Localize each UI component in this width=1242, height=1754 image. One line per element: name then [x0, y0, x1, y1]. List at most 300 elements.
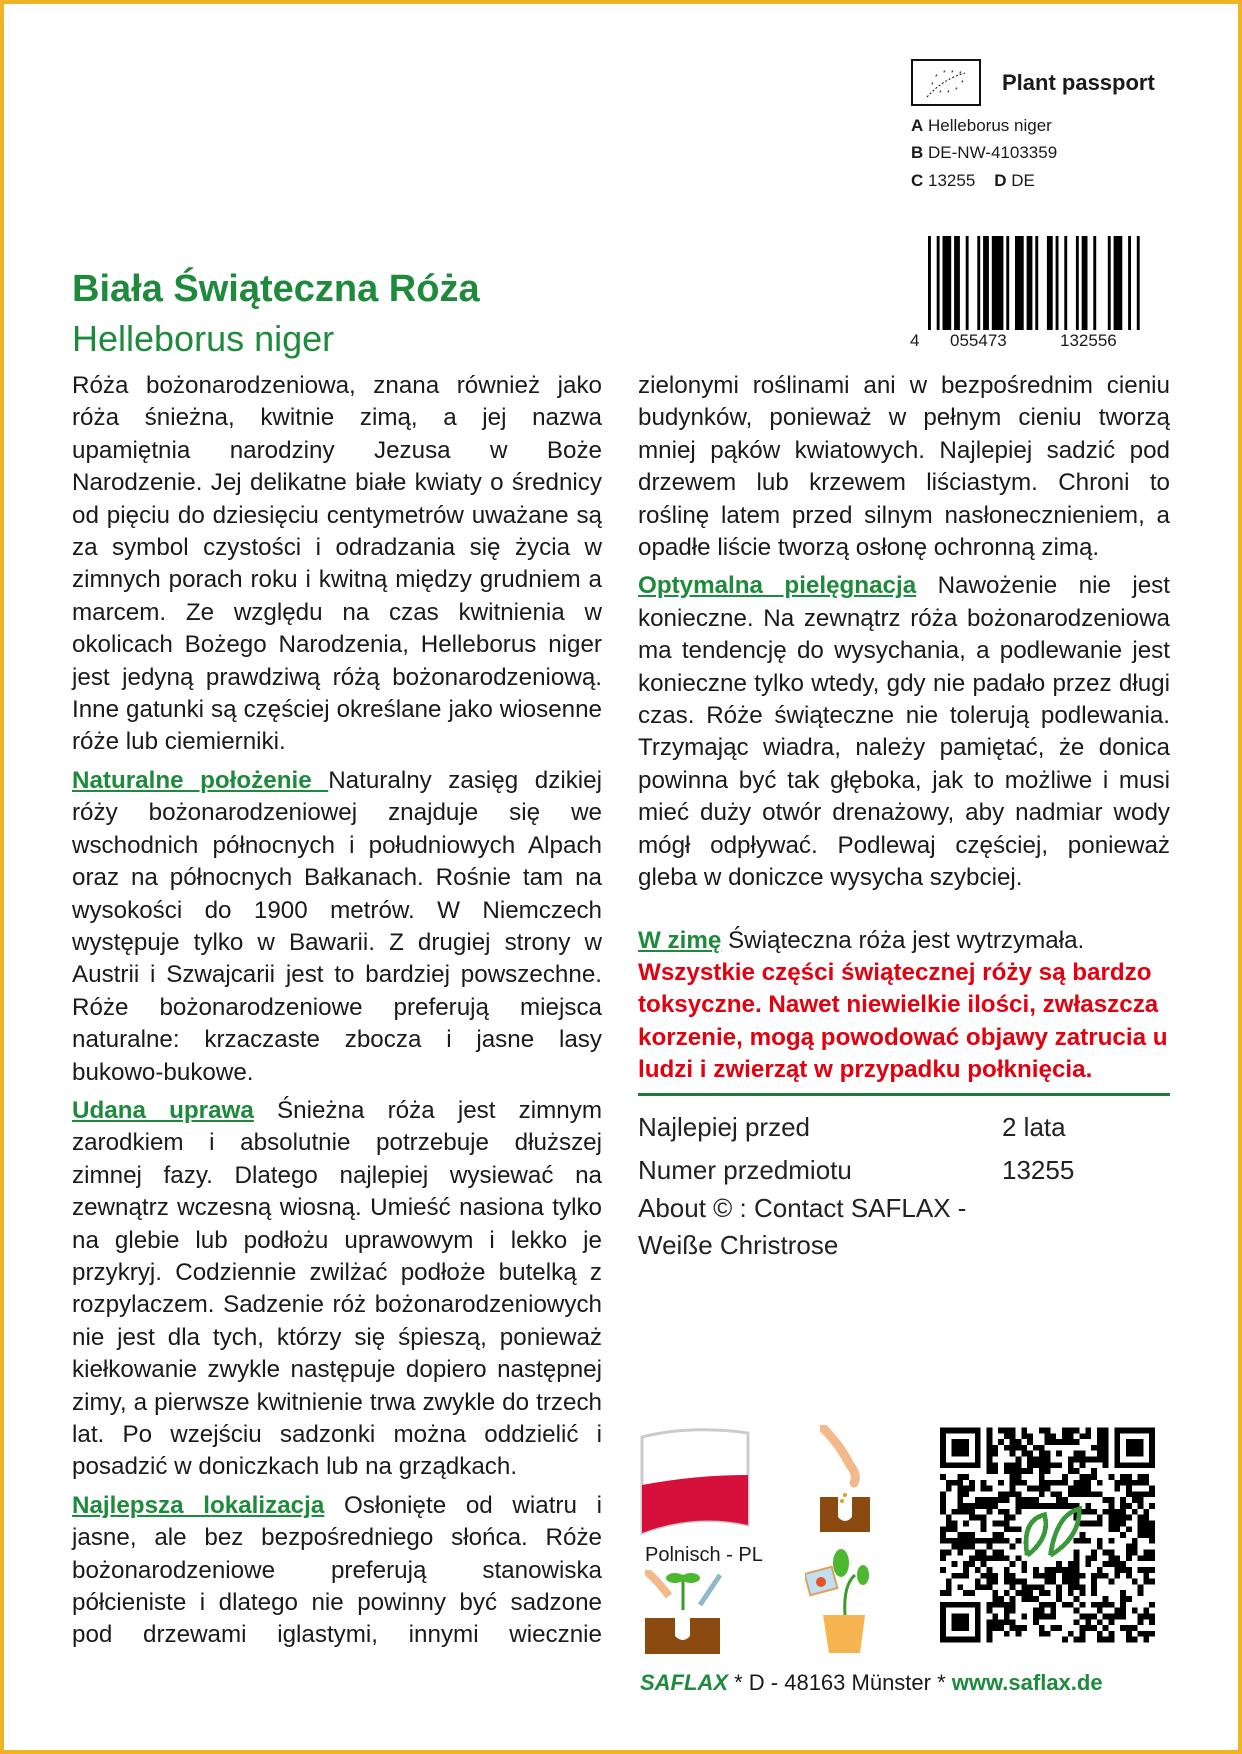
qr-module	[1126, 1544, 1132, 1550]
qr-module	[1138, 1515, 1144, 1521]
qr-module	[1004, 1433, 1010, 1439]
qr-module	[1010, 1445, 1016, 1451]
qr-module	[969, 1544, 975, 1550]
qr-module	[1074, 1491, 1080, 1497]
qr-module	[1126, 1567, 1132, 1573]
qr-module	[1079, 1532, 1085, 1538]
qr-module	[1143, 1567, 1149, 1573]
qr-module	[1039, 1613, 1045, 1619]
qr-module	[952, 1538, 958, 1544]
qr-module	[1004, 1462, 1010, 1468]
qr-module	[1149, 1550, 1155, 1556]
qr-module	[952, 1637, 958, 1643]
qr-module	[940, 1445, 946, 1451]
about-product-name: Weiße Christrose	[638, 1230, 839, 1260]
qr-module	[1103, 1550, 1109, 1556]
qr-module	[1091, 1509, 1097, 1515]
qr-module	[1103, 1433, 1109, 1439]
qr-module	[1097, 1631, 1103, 1637]
qr-module	[1079, 1433, 1085, 1439]
qr-module	[1050, 1480, 1056, 1486]
qr-module	[1103, 1451, 1109, 1457]
qr-module	[1103, 1602, 1109, 1608]
svg-text:*: *	[955, 87, 958, 94]
qr-module	[1079, 1590, 1085, 1596]
qr-module	[1068, 1573, 1074, 1579]
qr-module	[981, 1555, 987, 1561]
qr-module	[1050, 1625, 1056, 1631]
qr-module	[986, 1555, 992, 1561]
qr-module	[1021, 1590, 1027, 1596]
qr-module	[969, 1538, 975, 1544]
qr-module	[1109, 1550, 1115, 1556]
qr-module	[1085, 1613, 1091, 1619]
qr-module	[1138, 1503, 1144, 1509]
qr-module	[1045, 1439, 1051, 1445]
qr-module	[1045, 1631, 1051, 1637]
qr-module	[1016, 1491, 1022, 1497]
qr-module	[963, 1462, 969, 1468]
qr-module	[1039, 1457, 1045, 1463]
barcode-bar	[1035, 236, 1038, 330]
qr-module	[1097, 1544, 1103, 1550]
qr-module	[1062, 1579, 1068, 1585]
qr-module	[946, 1462, 952, 1468]
qr-module	[1027, 1590, 1033, 1596]
qr-module	[1138, 1520, 1144, 1526]
qr-module	[940, 1497, 946, 1503]
qr-module	[1143, 1462, 1149, 1468]
qr-module	[1085, 1619, 1091, 1625]
qr-module	[1149, 1631, 1155, 1637]
qr-module	[1138, 1428, 1144, 1434]
qr-module	[1033, 1613, 1039, 1619]
barcode-digits-2: 055473	[950, 331, 1007, 350]
qr-module	[1004, 1520, 1010, 1526]
barcode-bar	[928, 236, 931, 330]
qr-module	[957, 1497, 963, 1503]
qr-module	[1103, 1445, 1109, 1451]
qr-module	[1149, 1619, 1155, 1625]
qr-module	[1021, 1503, 1027, 1509]
barcode-bar	[1015, 236, 1024, 330]
qr-module	[992, 1503, 998, 1509]
qr-module	[1114, 1613, 1120, 1619]
qr-module	[1050, 1503, 1056, 1509]
qr-module	[1085, 1509, 1091, 1515]
qr-module	[969, 1637, 975, 1643]
qr-module	[1033, 1573, 1039, 1579]
qr-module	[975, 1538, 981, 1544]
qr-module	[981, 1497, 987, 1503]
qr-module	[1068, 1579, 1074, 1585]
qr-module	[1068, 1457, 1074, 1463]
qr-module	[1120, 1515, 1126, 1521]
qr-module	[1132, 1544, 1138, 1550]
qr-module	[1004, 1579, 1010, 1585]
qr-module	[1016, 1474, 1022, 1480]
qr-module	[1109, 1515, 1115, 1521]
qr-module	[975, 1515, 981, 1521]
qr-module	[1056, 1491, 1062, 1497]
qr-module	[1045, 1451, 1051, 1457]
potted-plant-icon	[805, 1545, 875, 1655]
qr-module	[1091, 1468, 1097, 1474]
qr-module	[1021, 1579, 1027, 1585]
eu-organic-leaf-logo	[911, 59, 981, 106]
qr-module	[1068, 1491, 1074, 1497]
qr-module	[1021, 1561, 1027, 1567]
qr-module	[998, 1520, 1004, 1526]
qr-module	[1143, 1526, 1149, 1532]
qr-module	[986, 1637, 992, 1643]
qr-module	[1103, 1573, 1109, 1579]
qr-module	[1039, 1468, 1045, 1474]
qr-module	[1097, 1480, 1103, 1486]
qr-module	[1079, 1486, 1085, 1492]
qr-module	[1138, 1567, 1144, 1573]
qr-module	[963, 1590, 969, 1596]
qr-module	[1109, 1619, 1115, 1625]
qr-module	[986, 1625, 992, 1631]
qr-module	[986, 1538, 992, 1544]
qr-module	[963, 1561, 969, 1567]
qr-module	[1103, 1509, 1109, 1515]
care-paragraph: Optymalna pielęgnacja Nawożenie nie jest konieczne. Na zewnątrz róża bożonarodzeniowa ma tendencję do wysychania, a podlewanie jest konieczne tylko wtedy, gdy nie padało przez długi czas. Róże świąteczne nie tolerują podlewania. Trzymając wiadra, należy pamiętać, że donica powinna być tak głęboka, jak to możliwe i musi mieć duży otwór drenażowy, aby nadmiar wody mógł odpływać. Podlewaj częściej, ponieważ gleba w doniczce wysycha szybciej.	[638, 572, 1170, 892]
qr-module	[1074, 1486, 1080, 1492]
qr-module	[1039, 1451, 1045, 1457]
qr-module	[992, 1445, 998, 1451]
qr-module	[1097, 1515, 1103, 1521]
qr-module	[1126, 1550, 1132, 1556]
qr-module	[963, 1445, 969, 1451]
qr-module	[1079, 1462, 1085, 1468]
qr-module	[1010, 1619, 1016, 1625]
product-title: Biała Świąteczna Róża	[72, 268, 480, 310]
qr-module	[963, 1451, 969, 1457]
qr-module	[1068, 1433, 1074, 1439]
qr-module	[1074, 1584, 1080, 1590]
qr-module	[1149, 1457, 1155, 1463]
qr-module	[1126, 1625, 1132, 1631]
qr-module	[1079, 1613, 1085, 1619]
qr-module	[1039, 1602, 1045, 1608]
qr-module	[1027, 1439, 1033, 1445]
qr-module	[1050, 1462, 1056, 1468]
qr-module	[1045, 1433, 1051, 1439]
qr-module	[986, 1509, 992, 1515]
qr-module	[1149, 1433, 1155, 1439]
qr-module	[1120, 1567, 1126, 1573]
qr-module	[1021, 1480, 1027, 1486]
qr-module	[952, 1625, 958, 1631]
qr-module	[946, 1590, 952, 1596]
qr-module	[1010, 1625, 1016, 1631]
qr-module	[1039, 1625, 1045, 1631]
barcode-bar	[1093, 236, 1096, 330]
qr-module	[1074, 1468, 1080, 1474]
qr-module	[1091, 1550, 1097, 1556]
qr-module	[1109, 1526, 1115, 1532]
qr-module	[998, 1538, 1004, 1544]
qr-module	[1016, 1462, 1022, 1468]
qr-module	[992, 1573, 998, 1579]
qr-module	[1091, 1579, 1097, 1585]
qr-module	[1045, 1457, 1051, 1463]
footer: SAFLAX * D - 48163 Münster * www.saflax.de	[640, 1670, 1103, 1695]
qr-module	[1074, 1619, 1080, 1625]
qr-module	[1056, 1497, 1062, 1503]
qr-module	[1079, 1602, 1085, 1608]
qr-module	[986, 1608, 992, 1614]
svg-text:*: *	[951, 70, 954, 77]
qr-module	[1126, 1445, 1132, 1451]
qr-module	[1109, 1520, 1115, 1526]
qr-module	[1143, 1428, 1149, 1434]
qr-module	[975, 1613, 981, 1619]
qr-module	[946, 1550, 952, 1556]
qr-module	[1085, 1491, 1091, 1497]
qr-module	[940, 1555, 946, 1561]
qr-module	[1103, 1457, 1109, 1463]
passport-line-a: A Helleborus niger	[911, 116, 1052, 135]
qr-module	[1068, 1561, 1074, 1567]
qr-module	[1103, 1596, 1109, 1602]
language-label: Polnisch - PL	[645, 1544, 763, 1566]
qr-module	[986, 1428, 992, 1434]
qr-module	[940, 1625, 946, 1631]
qr-module	[963, 1532, 969, 1538]
qr-module	[998, 1439, 1004, 1445]
product-latin-name: Helleborus niger	[72, 318, 335, 359]
qr-module	[1138, 1462, 1144, 1468]
qr-code[interactable]	[940, 1425, 1155, 1645]
qr-module	[1126, 1480, 1132, 1486]
qr-module	[1010, 1515, 1016, 1521]
qr-module	[963, 1544, 969, 1550]
qr-module	[963, 1520, 969, 1526]
qr-module	[946, 1637, 952, 1643]
barcode-bar	[1082, 236, 1088, 330]
barcode-bar	[1076, 236, 1079, 330]
qr-module	[1138, 1584, 1144, 1590]
qr-module	[998, 1480, 1004, 1486]
barcode-bar	[954, 236, 960, 330]
qr-module	[998, 1619, 1004, 1625]
qr-module	[1120, 1520, 1126, 1526]
qr-module	[992, 1590, 998, 1596]
qr-module	[1143, 1520, 1149, 1526]
qr-module	[952, 1526, 958, 1532]
item-number-label: Numer przedmiotu	[638, 1155, 852, 1185]
toxicity-warning: Wszystkie części świątecznej róży są bardzo toksyczne. Nawet niewielkie ilości, zwłaszcza korzenie, mogą powodować objawy zatrucia u ludzi i zwierząt w przypadku połknięcia.	[638, 958, 1168, 1084]
qr-module	[1091, 1590, 1097, 1596]
qr-module	[1027, 1433, 1033, 1439]
qr-module	[1132, 1509, 1138, 1515]
qr-module	[1097, 1439, 1103, 1445]
qr-module	[1138, 1613, 1144, 1619]
qr-module	[1050, 1573, 1056, 1579]
qr-module	[963, 1637, 969, 1643]
qr-module	[946, 1584, 952, 1590]
qr-module	[1085, 1486, 1091, 1492]
qr-module	[1033, 1445, 1039, 1451]
qr-module	[1010, 1468, 1016, 1474]
qr-module	[1114, 1462, 1120, 1468]
qr-module	[1004, 1590, 1010, 1596]
qr-module	[1033, 1497, 1039, 1503]
qr-module	[1143, 1550, 1149, 1556]
qr-module	[1004, 1608, 1010, 1614]
qr-module	[1149, 1428, 1155, 1434]
qr-module	[952, 1602, 958, 1608]
qr-module	[975, 1608, 981, 1614]
qr-module	[940, 1567, 946, 1573]
qr-module	[969, 1486, 975, 1492]
qr-module	[1056, 1439, 1062, 1445]
qr-module	[957, 1480, 963, 1486]
qr-module	[1143, 1491, 1149, 1497]
qr-module	[1068, 1590, 1074, 1596]
qr-module	[1016, 1538, 1022, 1544]
qr-module	[1143, 1613, 1149, 1619]
qr-module	[946, 1579, 952, 1585]
qr-module	[992, 1532, 998, 1538]
qr-module	[1126, 1486, 1132, 1492]
qr-module	[1079, 1573, 1085, 1579]
qr-module	[1120, 1602, 1126, 1608]
qr-module	[1114, 1428, 1120, 1434]
qr-module	[1132, 1550, 1138, 1556]
qr-module	[986, 1439, 992, 1445]
qr-module	[1010, 1428, 1016, 1434]
qr-module	[1143, 1608, 1149, 1614]
qr-module	[1132, 1538, 1138, 1544]
qr-module	[1056, 1462, 1062, 1468]
qr-module	[963, 1474, 969, 1480]
qr-module	[1149, 1526, 1155, 1532]
qr-module	[1143, 1509, 1149, 1515]
barcode-bar	[1006, 236, 1009, 330]
qr-module	[1010, 1474, 1016, 1480]
qr-module	[1149, 1491, 1155, 1497]
qr-module	[1004, 1491, 1010, 1497]
qr-module	[1109, 1555, 1115, 1561]
qr-module	[1027, 1462, 1033, 1468]
qr-module	[1074, 1561, 1080, 1567]
qr-module	[1039, 1474, 1045, 1480]
qr-module	[1091, 1602, 1097, 1608]
qr-module	[957, 1550, 963, 1556]
qr-module	[940, 1602, 946, 1608]
qr-module	[1143, 1631, 1149, 1637]
qr-module	[1132, 1462, 1138, 1468]
qr-module	[1085, 1503, 1091, 1509]
qr-module	[1056, 1584, 1062, 1590]
svg-text:*: *	[931, 82, 934, 89]
qr-module	[1016, 1526, 1022, 1532]
qr-module	[1085, 1428, 1091, 1434]
qr-module	[1114, 1457, 1120, 1463]
qr-module	[975, 1445, 981, 1451]
qr-module	[1097, 1428, 1103, 1434]
qr-module	[1126, 1439, 1132, 1445]
qr-module	[1016, 1468, 1022, 1474]
qr-module	[1138, 1497, 1144, 1503]
qr-module	[986, 1579, 992, 1585]
website-link[interactable]: www.saflax.de	[951, 1670, 1103, 1695]
qr-module	[981, 1584, 987, 1590]
qr-module	[940, 1503, 946, 1509]
qr-module	[986, 1573, 992, 1579]
qr-module	[1074, 1579, 1080, 1585]
qr-module	[1143, 1480, 1149, 1486]
qr-module	[986, 1619, 992, 1625]
qr-module	[1010, 1584, 1016, 1590]
qr-module	[1103, 1439, 1109, 1445]
qr-module	[1074, 1608, 1080, 1614]
qr-module	[940, 1550, 946, 1556]
qr-module	[1149, 1532, 1155, 1538]
qr-module	[1126, 1451, 1132, 1457]
qr-module	[1050, 1567, 1056, 1573]
qr-module	[1021, 1468, 1027, 1474]
qr-module	[981, 1550, 987, 1556]
qr-module	[1091, 1625, 1097, 1631]
intro-paragraph: Róża bożonarodzeniowa, znana również jako róża śnieżna, kwitnie zimą, a jej nazwa upamiętnia narodziny Jezusa w Boże Narodzenie. Jej delikatne białe kwiaty o średnicy od pięciu do dziesięciu centymetrów uważane są za symbol czystości i odradzania się życia w zimnych porach roku i kwitną między grudniem a marcem. Ze względu na czas kwitnienia w okolicach Bożego Narodzenia, Helleborus niger jest jedyną prawdziwą różą bożonarodzeniową. Inne gatunki są częściej określane jako wiosenne róże lub ciemierniki.	[72, 372, 602, 756]
qr-module	[940, 1462, 946, 1468]
qr-module	[940, 1619, 946, 1625]
qr-module	[940, 1491, 946, 1497]
qr-module	[1004, 1602, 1010, 1608]
left-column	[72, 370, 602, 1658]
qr-module	[1027, 1486, 1033, 1492]
qr-module	[969, 1428, 975, 1434]
qr-module	[946, 1486, 952, 1492]
qr-module	[1103, 1625, 1109, 1631]
qr-module	[981, 1538, 987, 1544]
qr-module	[1126, 1637, 1132, 1643]
qr-module	[998, 1491, 1004, 1497]
qr-module	[940, 1433, 946, 1439]
qr-module	[1143, 1637, 1149, 1643]
qr-module	[1091, 1555, 1097, 1561]
qr-module	[1050, 1433, 1056, 1439]
qr-module	[975, 1619, 981, 1625]
qr-module	[1138, 1526, 1144, 1532]
qr-module	[998, 1555, 1004, 1561]
qr-module	[1039, 1462, 1045, 1468]
qr-module	[1132, 1480, 1138, 1486]
qr-module	[957, 1428, 963, 1434]
qr-module	[1068, 1462, 1074, 1468]
qr-module	[1126, 1555, 1132, 1561]
qr-module	[1033, 1503, 1039, 1509]
qr-module	[1079, 1491, 1085, 1497]
qr-module	[1097, 1637, 1103, 1643]
qr-module	[1126, 1428, 1132, 1434]
qr-module	[1132, 1428, 1138, 1434]
qr-module	[992, 1579, 998, 1585]
qr-module	[981, 1561, 987, 1567]
qr-module	[963, 1602, 969, 1608]
qr-module	[1010, 1596, 1016, 1602]
qr-module	[969, 1555, 975, 1561]
qr-module	[1016, 1503, 1022, 1509]
qr-module	[957, 1486, 963, 1492]
qr-module	[969, 1561, 975, 1567]
qr-module	[1050, 1439, 1056, 1445]
